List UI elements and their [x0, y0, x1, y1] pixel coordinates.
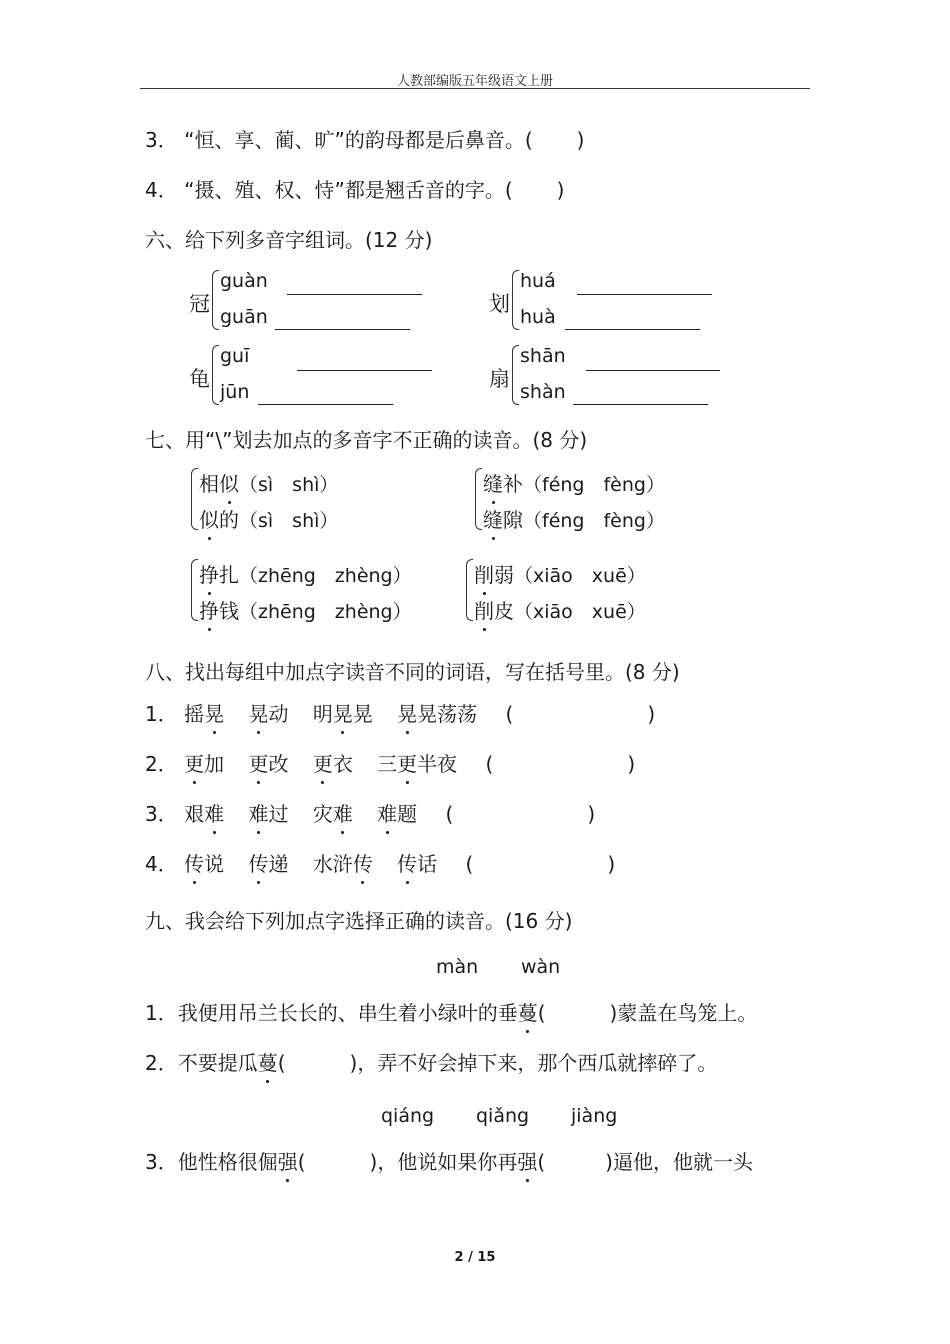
answer-close-paren[interactable]: )	[587, 802, 596, 826]
reading-option: jiàng	[571, 1105, 618, 1127]
word-char: 相	[199, 472, 219, 496]
word-row	[483, 468, 665, 497]
word-row	[199, 504, 338, 533]
dotted-char: 缝	[483, 468, 503, 497]
reading: shān	[520, 345, 566, 367]
item-number: 4．	[145, 852, 178, 876]
section-8-title: 八、找出每组中加点字读音不同的词语，写在括号里。(8 分)	[145, 660, 680, 684]
section-9-title: 九、我会给下列加点字选择正确的读音。(16 分)	[145, 909, 573, 933]
question-8-4	[145, 848, 615, 877]
word-2: 更改	[248, 752, 288, 776]
word-char: 皮	[494, 599, 514, 623]
dotted-char: 蔓	[258, 1047, 278, 1076]
brace	[512, 270, 519, 330]
item-number: 3．	[145, 128, 178, 152]
page-number: 2 / 15	[454, 1250, 496, 1265]
word-row	[483, 504, 665, 533]
word-row	[474, 559, 646, 588]
answer-close-paren[interactable]: )	[627, 752, 636, 776]
dotted-char: 似	[219, 468, 239, 497]
item-number: 1．	[145, 702, 178, 726]
sentence-text: 他性格很倔	[177, 1150, 278, 1174]
word-3: 明晃晃	[313, 702, 373, 726]
header-divider	[140, 88, 810, 89]
answer-close-paren: )	[556, 178, 565, 202]
dotted-char: 强	[278, 1146, 298, 1175]
dotted-char: 挣	[199, 595, 219, 624]
section-7-title: 七、用“\”划去加点的多音字不正确的读音。(8 分)	[145, 428, 588, 452]
word-3: 灾难	[313, 802, 353, 826]
dotted-char: 强	[517, 1146, 537, 1175]
answer-blank[interactable]	[577, 294, 712, 295]
reading-options[interactable]: （sì shì）	[239, 474, 339, 496]
answer-open-paren[interactable]: (	[505, 702, 514, 726]
dotted-char: 蔓	[518, 997, 538, 1026]
answer-open-paren[interactable]: (	[445, 802, 454, 826]
reading-option: qiǎng	[476, 1105, 530, 1127]
item-text: “摄、殖、权、恃”都是翘舌音的字。(	[184, 178, 513, 202]
polyphone-char: 划	[489, 292, 510, 316]
word-char: 钱	[219, 599, 239, 623]
item-number: 3．	[145, 802, 178, 826]
item-number: 3．	[145, 1150, 178, 1174]
word-row	[474, 595, 646, 624]
section-6-title: 六、给下列多音字组词。(12 分)	[145, 228, 433, 252]
reading-options[interactable]: （xiāo xuē）	[514, 601, 646, 623]
reading: huá	[520, 270, 556, 292]
question-9-2	[145, 1047, 717, 1076]
word-3: 更衣	[313, 752, 353, 776]
polyphone-char: 扇	[489, 367, 510, 391]
sentence-text: 我便用吊兰长长的、串生着小绿叶的垂	[177, 1001, 518, 1025]
answer-blank[interactable]	[573, 404, 708, 405]
answer-blank[interactable]	[297, 370, 432, 371]
word-2: 晃动	[248, 702, 288, 726]
reading: guān	[220, 306, 268, 328]
brace	[212, 345, 219, 405]
word-row	[199, 559, 412, 588]
question-5-4	[145, 174, 564, 203]
answer-open-paren[interactable]: (	[537, 1001, 546, 1025]
answer-blank[interactable]	[586, 370, 720, 371]
reading-option: màn	[436, 956, 479, 978]
sentence-text: 不要提瓜	[177, 1051, 258, 1075]
word-row	[199, 468, 338, 497]
reading-options[interactable]: （xiāo xuē）	[514, 565, 646, 587]
word-char: 扎	[219, 563, 239, 587]
word-char: 隙	[503, 508, 523, 532]
page-header: 人教部编版五年级语文上册	[396, 74, 553, 89]
sentence-text: )，他说如果你再	[369, 1150, 518, 1174]
dotted-char: 缝	[483, 504, 503, 533]
item-number: 2．	[145, 1051, 178, 1075]
question-8-2	[145, 748, 635, 777]
word-2: 难过	[248, 802, 288, 826]
answer-blank[interactable]	[565, 329, 700, 330]
word-4: 传话	[397, 852, 437, 876]
brace	[191, 468, 198, 530]
polyphone-char: 冠	[189, 292, 210, 316]
reading: guàn	[220, 270, 268, 292]
reading: huà	[520, 306, 556, 328]
reading-option: wàn	[521, 956, 561, 978]
reading-option: qiáng	[381, 1105, 435, 1127]
word-1: 更加	[184, 752, 224, 776]
word-char: 补	[503, 472, 523, 496]
answer-close-paren: )	[576, 128, 585, 152]
brace	[212, 270, 219, 330]
dotted-char: 挣	[199, 559, 219, 588]
brace	[475, 468, 482, 530]
reading-options[interactable]: （zhēng zhèng）	[239, 565, 412, 587]
question-9-3	[145, 1146, 753, 1175]
answer-open-paren[interactable]: (	[465, 852, 474, 876]
reading: jūn	[220, 381, 250, 403]
sentence-text: )逼他，他就一头	[605, 1150, 753, 1174]
question-8-1	[145, 698, 655, 727]
item-text: “恒、享、蔺、旷”的韵母都是后鼻音。(	[184, 128, 533, 152]
word-1: 艰难	[184, 802, 224, 826]
word-char: 的	[219, 508, 239, 532]
word-2: 传递	[248, 852, 288, 876]
sentence-text: )蒙盖在鸟笼上。	[609, 1001, 758, 1025]
question-8-3	[145, 798, 595, 827]
word-4: 三更半夜	[377, 752, 457, 776]
question-9-1	[145, 997, 757, 1026]
item-number: 4．	[145, 178, 178, 202]
answer-open-paren[interactable]: (	[485, 752, 494, 776]
brace	[512, 345, 519, 405]
item-number: 1．	[145, 1001, 178, 1025]
word-1: 传说	[184, 852, 224, 876]
word-4: 难题	[377, 802, 417, 826]
reading-options[interactable]: （zhēng zhèng）	[239, 601, 412, 623]
dotted-char: 似	[199, 504, 219, 533]
answer-close-paren[interactable]: )	[607, 852, 616, 876]
answer-blank[interactable]	[287, 294, 422, 295]
sentence-text: )，弄不好会掉下来，那个西瓜就摔碎了。	[349, 1051, 718, 1075]
dotted-char: 削	[474, 559, 494, 588]
word-1: 摇晃	[184, 702, 224, 726]
question-5-3	[145, 124, 584, 153]
reading-options[interactable]: （sì shì）	[239, 510, 339, 532]
answer-blank[interactable]	[275, 329, 410, 330]
word-char: 弱	[494, 563, 514, 587]
item-number: 2．	[145, 752, 178, 776]
answer-open-paren[interactable]: (	[277, 1051, 286, 1075]
word-3: 水浒传	[313, 852, 373, 876]
answer-open-paren[interactable]: (	[537, 1150, 546, 1174]
reading-options[interactable]: （féng fèng）	[523, 510, 665, 532]
reading: guī	[220, 345, 250, 367]
word-4: 晃晃荡荡	[397, 702, 477, 726]
polyphone-char: 龟	[189, 367, 210, 391]
dotted-char: 削	[474, 595, 494, 624]
answer-blank[interactable]	[258, 404, 393, 405]
brace	[466, 559, 473, 621]
answer-open-paren[interactable]: (	[297, 1150, 306, 1174]
brace	[191, 559, 198, 621]
reading-options[interactable]: （féng fèng）	[523, 474, 665, 496]
word-row	[199, 595, 412, 624]
answer-close-paren[interactable]: )	[647, 702, 656, 726]
reading: shàn	[520, 381, 566, 403]
